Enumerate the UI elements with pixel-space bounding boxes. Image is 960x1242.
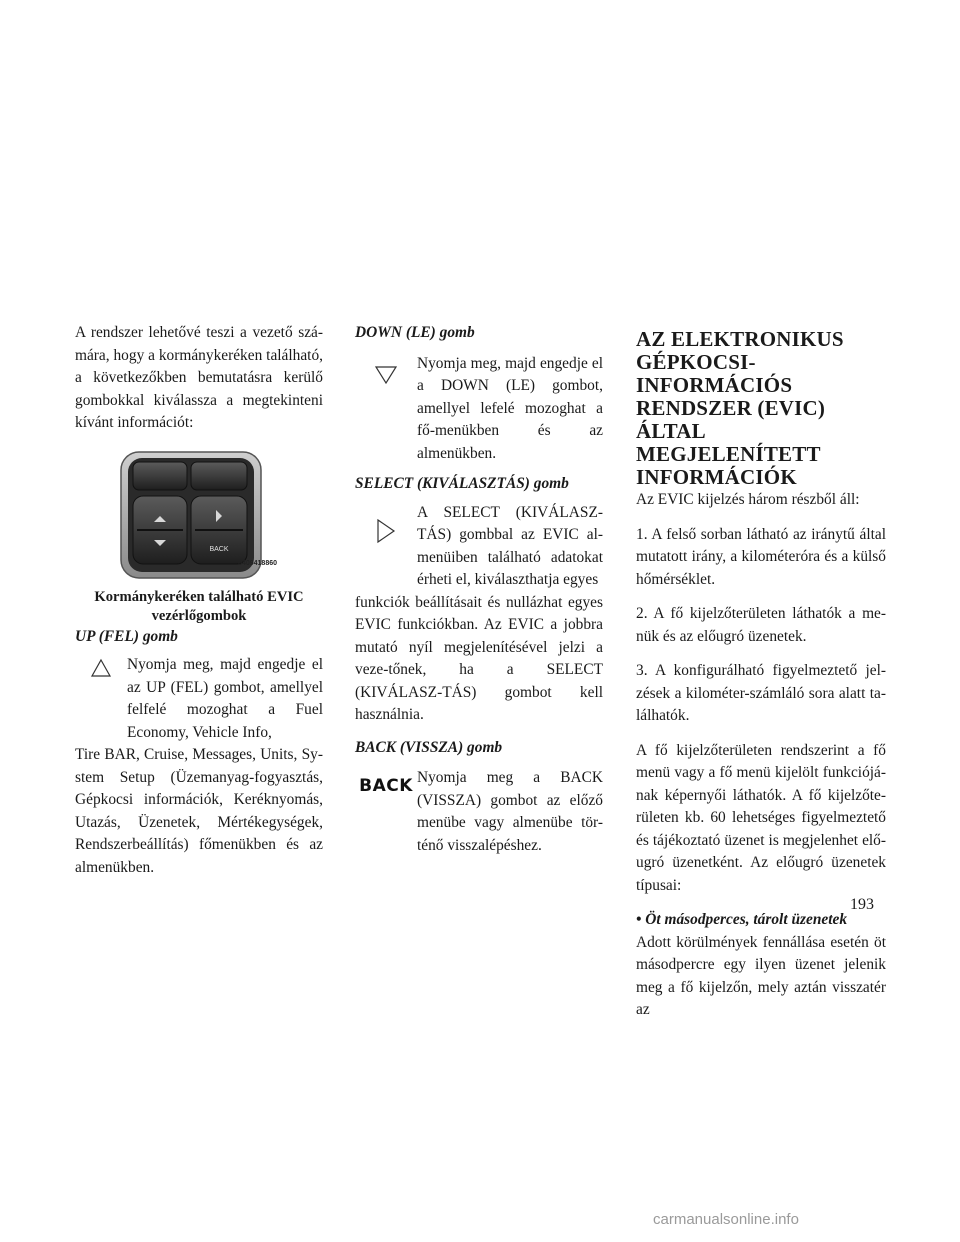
down-button-row <box>355 353 603 466</box>
steering-wheel-controls-image <box>117 448 277 582</box>
back-button-row <box>355 767 603 857</box>
down-triangle-icon <box>355 353 417 466</box>
caption-line-2: vezérlőgombok <box>151 607 247 624</box>
back-icon <box>355 767 417 857</box>
up-triangle-icon <box>75 654 127 744</box>
back-icon-label: BACK <box>359 776 413 796</box>
paragraph-2: 1. A felső sorban látható az iránytű által mutatott irány, a kilométeróra és a külső hőmérséklet. <box>636 525 886 588</box>
image-caption <box>75 588 323 626</box>
caption-line-1: Kormánykeréken található EVIC <box>94 588 304 605</box>
column-right <box>636 322 886 1022</box>
page-number: 193 <box>850 896 874 913</box>
paragraph-6: Adott körülmények fennállása esetén öt másodpercre egy ilyen üzenet jelenik meg a fő kijelzőn, mely aztán visszatér az <box>636 933 886 1018</box>
paragraph-5: A fő kijelzőterületen rendszerint a fő menü vagy a fő menü kijelölt funkciójá-nak képernyői láthatók. A fő kijelzőte-rületen kb. 60 lehetséges figyelmeztető és tájékoztató üzenet is megjelenhet elő-ugró üzenetként. Az előugró üzenetek típusai: <box>636 741 886 894</box>
select-button-text-continued: funkciók beállításait és nullázhat egyes EVIC funkciókban. Az EVIC a jobbra mutató nyíl megjelenítésével jelzi a veze-tőnek, ha a SELECT (KIVÁLASZ-TÁS) gombot kell használnia. <box>355 593 603 723</box>
paragraph-3: 2. A fő kijelzőterületen láthatók a me-nük és az előugró üzenetek. <box>636 605 886 645</box>
watermark: carmanualsonline.info <box>653 1211 799 1228</box>
up-button-text: Nyomja meg, majd engedje el az UP (FEL) gombot, amellyel felfelé mozoghat a Fuel Economy, Vehicle Info, <box>127 656 323 741</box>
down-button-heading: DOWN (LE) gomb <box>355 324 475 341</box>
back-button-text: Nyomja meg a BACK (VISSZA) gombot az előző menübe vagy almenübe tör-ténő visszalépéshez. <box>417 769 603 854</box>
select-button-row <box>355 502 603 592</box>
column-middle <box>355 322 603 857</box>
up-button-text-continued: Tire BAR, Cruise, Messages, Units, Sy-stem Setup (Üzemanyag-fogyasztás, Gépkocsi információk, Keréknyomás, Utazás, Üzenetek, Mértékegységek, Rendszerbeállítás) főmenükben és az almenükben. <box>75 746 323 876</box>
column-left <box>75 322 323 879</box>
select-button-text: A SELECT (KIVÁLASZ-TÁS) gombbal az EVIC al-menüiben található adatokat érheti el, kiválaszthatja egyes <box>417 503 603 588</box>
back-label: BACK <box>209 545 229 553</box>
paragraph-4: 3. A konfigurálható figyelmeztető jel-zések a kilométer-számláló sora alatt ta-lálhatók. <box>636 662 886 724</box>
select-button-heading: SELECT (KIVÁLASZTÁS) gomb <box>355 475 569 492</box>
paragraph-1: Az EVIC kijelzés három részből áll: <box>636 491 860 508</box>
section-heading: AZ ELEKTRONIKUS GÉPKOCSI-INFORMÁCIÓS RENDSZER (EVIC) ÁLTAL MEGJELENÍTETT INFORMÁCIÓK <box>636 327 844 489</box>
intro-paragraph: A rendszer lehetővé teszi a vezető szá-mára, hogy a kormánykeréken található, a következőkben bemutatásra kerülő gombokkal kiválassza a megtekinteni kívánt információt: <box>75 324 323 431</box>
select-triangle-icon <box>355 502 417 592</box>
down-button-text: Nyomja meg, majd engedje el a DOWN (LE) gombot, amellyel lefelé mozoghat a fő-menükben és az almenükben. <box>417 354 603 462</box>
up-button-row <box>75 654 323 744</box>
bullet-heading: • Öt másodperces, tárolt üzenetek <box>636 911 848 928</box>
image-code: 0409418860 <box>238 560 277 567</box>
up-button-heading: UP (FEL) gomb <box>75 627 178 645</box>
back-button-heading: BACK (VISSZA) gomb <box>355 738 503 756</box>
